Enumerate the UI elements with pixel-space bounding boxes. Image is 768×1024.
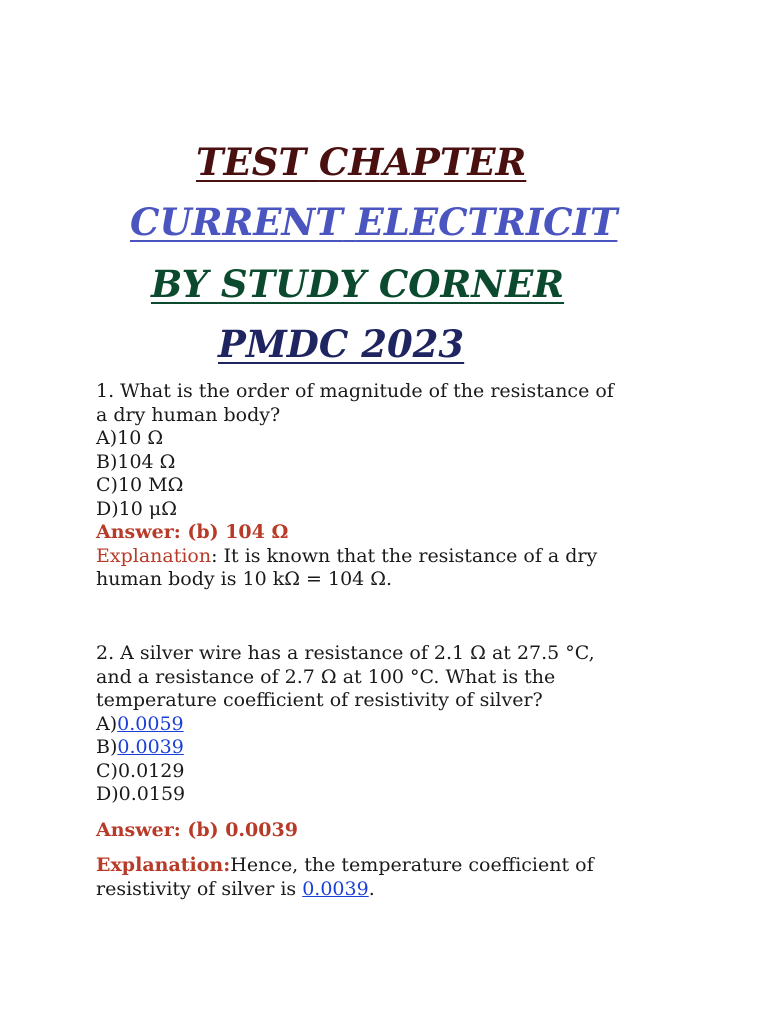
question-1-explanation-text-1: : It is known that the resistance of a dry [211, 544, 598, 567]
title-exam: PMDC 2023 [218, 322, 465, 366]
question-2-option-c: C)0.0129 [96, 759, 185, 782]
question-1-explanation-line-1 [96, 545, 676, 569]
question-2-option-b [96, 736, 676, 760]
question-1-option-b: B)104 Ω [96, 450, 176, 473]
question-2-text-line-1: 2. A silver wire has a resistance of 2.1 Ω at 27.5 °C, [96, 642, 595, 664]
question-1-answer: Answer: (b) 104 Ω [96, 521, 289, 543]
question-2-explanation-text-2: resistivity of silver is [96, 877, 303, 900]
question-2-text-line-2: and a resistance of 2.7 Ω at 100 °C. What is the [96, 665, 556, 688]
question-2-option-a-prefix: A) [96, 712, 118, 735]
question-1-option-a: A)10 Ω [96, 427, 164, 449]
question-1 [96, 380, 676, 592]
question-1-text-line-2: a dry human body? [96, 403, 281, 426]
question-2-explanation-text-1: Hence, the temperature coefficient of [230, 854, 594, 876]
title-line-3 [151, 262, 578, 306]
question-1-option-d: D)10 μΩ [96, 497, 177, 520]
title-word-test: TEST [196, 140, 306, 184]
question-2-option-b-prefix: B) [96, 736, 118, 758]
question-1-text-line-1: 1. What is the order of magnitude of the resistance of [96, 380, 614, 402]
question-2-option-b-link[interactable]: 0.0039 [117, 736, 184, 758]
question-2-explanation-period: . [368, 877, 375, 900]
question-2-option-a-link[interactable]: 0.0059 [117, 712, 184, 735]
question-2-explanation-link[interactable]: 0.0039 [302, 877, 369, 900]
spacer [96, 807, 676, 819]
title-word-chapter: CHAPTER [318, 140, 527, 184]
question-2-option-a [96, 713, 676, 737]
question-2-explanation-label: Explanation: [96, 854, 231, 876]
question-1-explanation-line-2: human body is 10 kΩ = 104 Ω. [96, 568, 393, 590]
title-word-electricit: ELECTRICIT [355, 200, 618, 244]
title-line-4 [218, 322, 464, 366]
question-1-option-c: C)10 MΩ [96, 474, 184, 496]
question-2-explanation-line-1 [96, 854, 676, 878]
title-line-2 [130, 200, 617, 244]
question-2-option-d: D)0.0159 [96, 783, 186, 805]
spacer [96, 842, 676, 854]
question-1-explanation-label: Explanation [96, 544, 212, 567]
title-line-1 [196, 140, 526, 184]
question-2-explanation-line-2 [96, 878, 676, 902]
question-2-text-line-3: temperature coefficient of resistivity of silver? [96, 689, 543, 711]
title-author: BY STUDY CORNER [151, 262, 565, 306]
question-2-answer: Answer: (b) 0.0039 [96, 818, 298, 841]
title-word-current: CURRENT [130, 200, 343, 244]
question-2 [96, 642, 676, 901]
